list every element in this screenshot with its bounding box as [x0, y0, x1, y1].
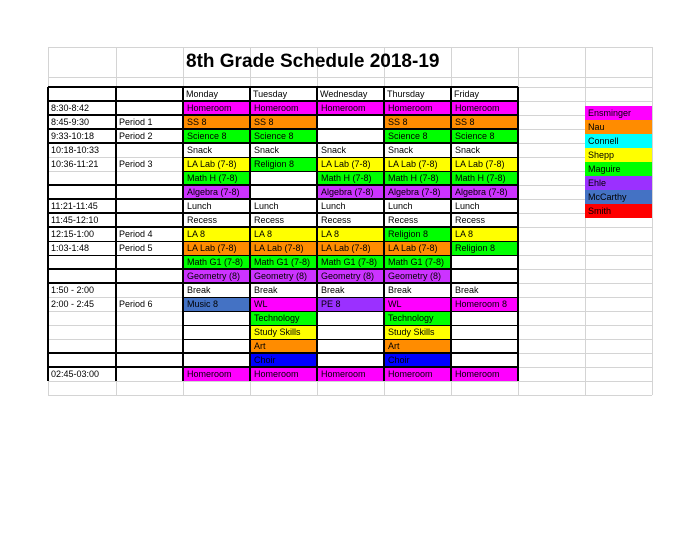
gridline [652, 47, 653, 395]
class-cell: Science 8 [385, 130, 451, 143]
period-cell [116, 101, 183, 115]
day-header: Friday [454, 89, 480, 99]
time-cell: 10:18-10:33 [51, 145, 100, 155]
class-cell: Study Skills [385, 326, 451, 339]
class-cell: Snack [321, 145, 347, 155]
class-cell: LA Lab (7-8) [184, 158, 250, 171]
class-cell: Choir [251, 354, 317, 367]
table-border [316, 87, 318, 381]
class-cell: Religion 8 [452, 242, 518, 255]
day-header: Monday [186, 89, 219, 99]
class-cell: Homeroom [251, 368, 317, 381]
class-cell: Geometry (8) [318, 270, 384, 283]
table-border [182, 87, 184, 381]
period-cell: Period 6 [119, 299, 153, 309]
class-cell: Math G1 (7-8) [318, 256, 384, 269]
class-cell: Science 8 [452, 130, 518, 143]
table-border [48, 268, 518, 270]
class-cell: Geometry (8) [184, 270, 250, 283]
period-cell [116, 213, 183, 227]
class-cell: SS 8 [184, 116, 250, 129]
period-cell [116, 283, 183, 297]
class-cell: Homeroom [452, 368, 518, 381]
time-cell: 8:45-9:30 [51, 117, 90, 127]
class-cell: Math G1 (7-8) [251, 256, 317, 269]
class-cell: LA 8 [184, 228, 250, 241]
class-cell: Homeroom [318, 368, 384, 381]
period-cell [116, 311, 183, 325]
table-border [48, 114, 518, 116]
period-cell [116, 353, 183, 367]
day-header: Wednesday [320, 89, 368, 99]
class-cell: Math G1 (7-8) [184, 256, 250, 269]
legend-item: Connell [585, 134, 652, 148]
table-border [48, 255, 183, 256]
table-border [48, 226, 518, 228]
class-cell: Snack [455, 145, 481, 155]
class-cell: Study Skills [251, 326, 317, 339]
table-border [48, 198, 518, 200]
class-cell: Technology [251, 312, 317, 325]
table-border [517, 87, 519, 381]
class-cell: Break [321, 285, 345, 295]
class-cell: LA Lab (7-8) [385, 242, 451, 255]
period-cell [116, 171, 183, 185]
table-border [115, 87, 117, 381]
legend-item: Shepp [585, 148, 652, 162]
table-border [48, 128, 518, 130]
time-cell: 10:36-11:21 [51, 159, 99, 169]
gridline [48, 395, 652, 396]
class-cell: LA Lab (7-8) [318, 158, 384, 171]
class-cell [452, 312, 518, 325]
time-cell [48, 269, 116, 283]
class-cell: Algebra (7-8) [184, 186, 250, 199]
day-header: Tuesday [253, 89, 288, 99]
class-cell: Lunch [321, 201, 346, 211]
class-cell: Algebra (7-8) [452, 186, 518, 199]
period-cell [116, 367, 183, 381]
class-cell: Recess [187, 215, 218, 225]
table-border [48, 366, 518, 368]
table-border [183, 311, 518, 312]
class-cell: Homeroom [452, 102, 518, 115]
table-border [183, 171, 518, 172]
class-cell: Homeroom [385, 102, 451, 115]
class-cell: Choir [385, 354, 451, 367]
class-cell: LA 8 [318, 228, 384, 241]
class-cell: Art [251, 340, 317, 353]
table-border [183, 157, 518, 158]
time-cell: 2:00 - 2:45 [51, 299, 95, 309]
period-cell: Period 3 [119, 159, 153, 169]
table-border [383, 87, 385, 381]
class-cell: LA Lab (7-8) [184, 242, 250, 255]
class-cell: Homeroom [318, 102, 384, 115]
class-cell: Religion 8 [385, 228, 451, 241]
class-cell: SS 8 [385, 116, 451, 129]
class-cell: Science 8 [251, 130, 317, 143]
class-cell: PE 8 [318, 298, 384, 311]
class-cell: Homeroom [251, 102, 317, 115]
class-cell: Algebra (7-8) [318, 186, 384, 199]
class-cell: LA Lab (7-8) [318, 242, 384, 255]
class-cell: LA 8 [452, 228, 518, 241]
table-border [48, 86, 518, 88]
class-cell: Religion 8 [251, 158, 317, 171]
class-cell: Homeroom [184, 102, 250, 115]
class-cell: Recess [388, 215, 419, 225]
class-cell: Math H (7-8) [184, 172, 250, 185]
class-cell: Math H (7-8) [318, 172, 384, 185]
legend-item: Ensminger [585, 106, 652, 120]
class-cell: SS 8 [251, 116, 317, 129]
class-cell: Lunch [254, 201, 279, 211]
period-cell [116, 339, 183, 353]
time-cell: 1:03-1:48 [51, 243, 90, 253]
class-cell: Homeroom [385, 368, 451, 381]
class-cell: LA Lab (7-8) [385, 158, 451, 171]
page-title: 8th Grade Schedule 2018-19 [186, 51, 440, 72]
time-cell: 11:45-12:10 [51, 215, 99, 225]
time-cell: 12:15-1:00 [51, 229, 95, 239]
period-cell [116, 199, 183, 213]
period-cell: Period 4 [119, 229, 153, 239]
time-cell [48, 325, 116, 339]
table-border [48, 100, 518, 102]
table-border [183, 339, 518, 340]
table-border [48, 212, 518, 214]
period-cell [116, 325, 183, 339]
time-cell [48, 171, 116, 185]
table-border [48, 241, 183, 242]
class-cell: Snack [388, 145, 414, 155]
time-cell: 8:30-8:42 [51, 103, 90, 113]
legend-item: Smith [585, 204, 652, 218]
legend-item: Maguire [585, 162, 652, 176]
class-cell: Homeroom 8 [452, 298, 518, 311]
class-cell: Science 8 [184, 130, 250, 143]
class-cell: Homeroom [184, 368, 250, 381]
table-border [249, 87, 251, 381]
table-border [48, 184, 518, 186]
class-cell: Lunch [455, 201, 480, 211]
table-border [48, 142, 518, 144]
class-cell: Lunch [187, 201, 212, 211]
table-border [48, 282, 518, 284]
class-cell: Art [385, 340, 451, 353]
class-cell: Break [388, 285, 412, 295]
class-cell: Break [455, 285, 479, 295]
table-border [47, 87, 49, 381]
class-cell: Math H (7-8) [452, 172, 518, 185]
gridline [585, 47, 586, 395]
class-cell: Math H (7-8) [385, 172, 451, 185]
time-cell: 02:45-03:00 [51, 369, 100, 379]
table-border [48, 352, 518, 354]
class-cell: LA Lab (7-8) [251, 242, 317, 255]
class-cell: Snack [254, 145, 280, 155]
legend-item: Ehle [585, 176, 652, 190]
table-border [183, 255, 518, 256]
period-cell [116, 143, 183, 157]
period-cell [116, 255, 183, 269]
class-cell [184, 312, 250, 325]
table-border [183, 325, 518, 326]
table-border [183, 241, 518, 242]
period-cell: Period 5 [119, 243, 153, 253]
class-cell: WL [251, 298, 317, 311]
class-cell: Technology [385, 312, 451, 325]
class-cell: Recess [254, 215, 285, 225]
class-cell: LA 8 [251, 228, 317, 241]
time-cell [48, 255, 116, 269]
table-border [450, 87, 452, 381]
day-header: Thursday [387, 89, 425, 99]
period-cell: Period 1 [119, 117, 153, 127]
period-cell [116, 269, 183, 283]
class-cell: SS 8 [452, 116, 518, 129]
class-cell: Geometry (8) [385, 270, 451, 283]
class-cell: Recess [321, 215, 352, 225]
class-cell: Lunch [388, 201, 413, 211]
time-cell [48, 185, 116, 199]
class-cell: Geometry (8) [251, 270, 317, 283]
legend-item: McCarthy [585, 190, 652, 204]
time-cell [48, 353, 116, 367]
time-cell: 1:50 - 2:00 [51, 285, 95, 295]
time-cell [48, 311, 116, 325]
class-cell: Algebra (7-8) [385, 186, 451, 199]
class-cell [184, 326, 250, 339]
class-cell: Snack [187, 145, 213, 155]
class-cell: Music 8 [184, 298, 250, 311]
time-cell [48, 339, 116, 353]
time-cell: 9:33-10:18 [51, 131, 95, 141]
time-cell: 11:21-11:45 [51, 201, 98, 211]
class-cell: Break [187, 285, 211, 295]
class-cell [318, 312, 384, 325]
class-cell: WL [385, 298, 451, 311]
period-cell: Period 2 [119, 131, 153, 141]
class-cell: LA Lab (7-8) [452, 158, 518, 171]
class-cell: Math G1 (7-8) [385, 256, 451, 269]
class-cell: Break [254, 285, 278, 295]
class-cell [318, 326, 384, 339]
period-cell [116, 185, 183, 199]
class-cell [452, 326, 518, 339]
legend-item: Nau [585, 120, 652, 134]
class-cell: Recess [455, 215, 486, 225]
table-border [183, 297, 518, 298]
